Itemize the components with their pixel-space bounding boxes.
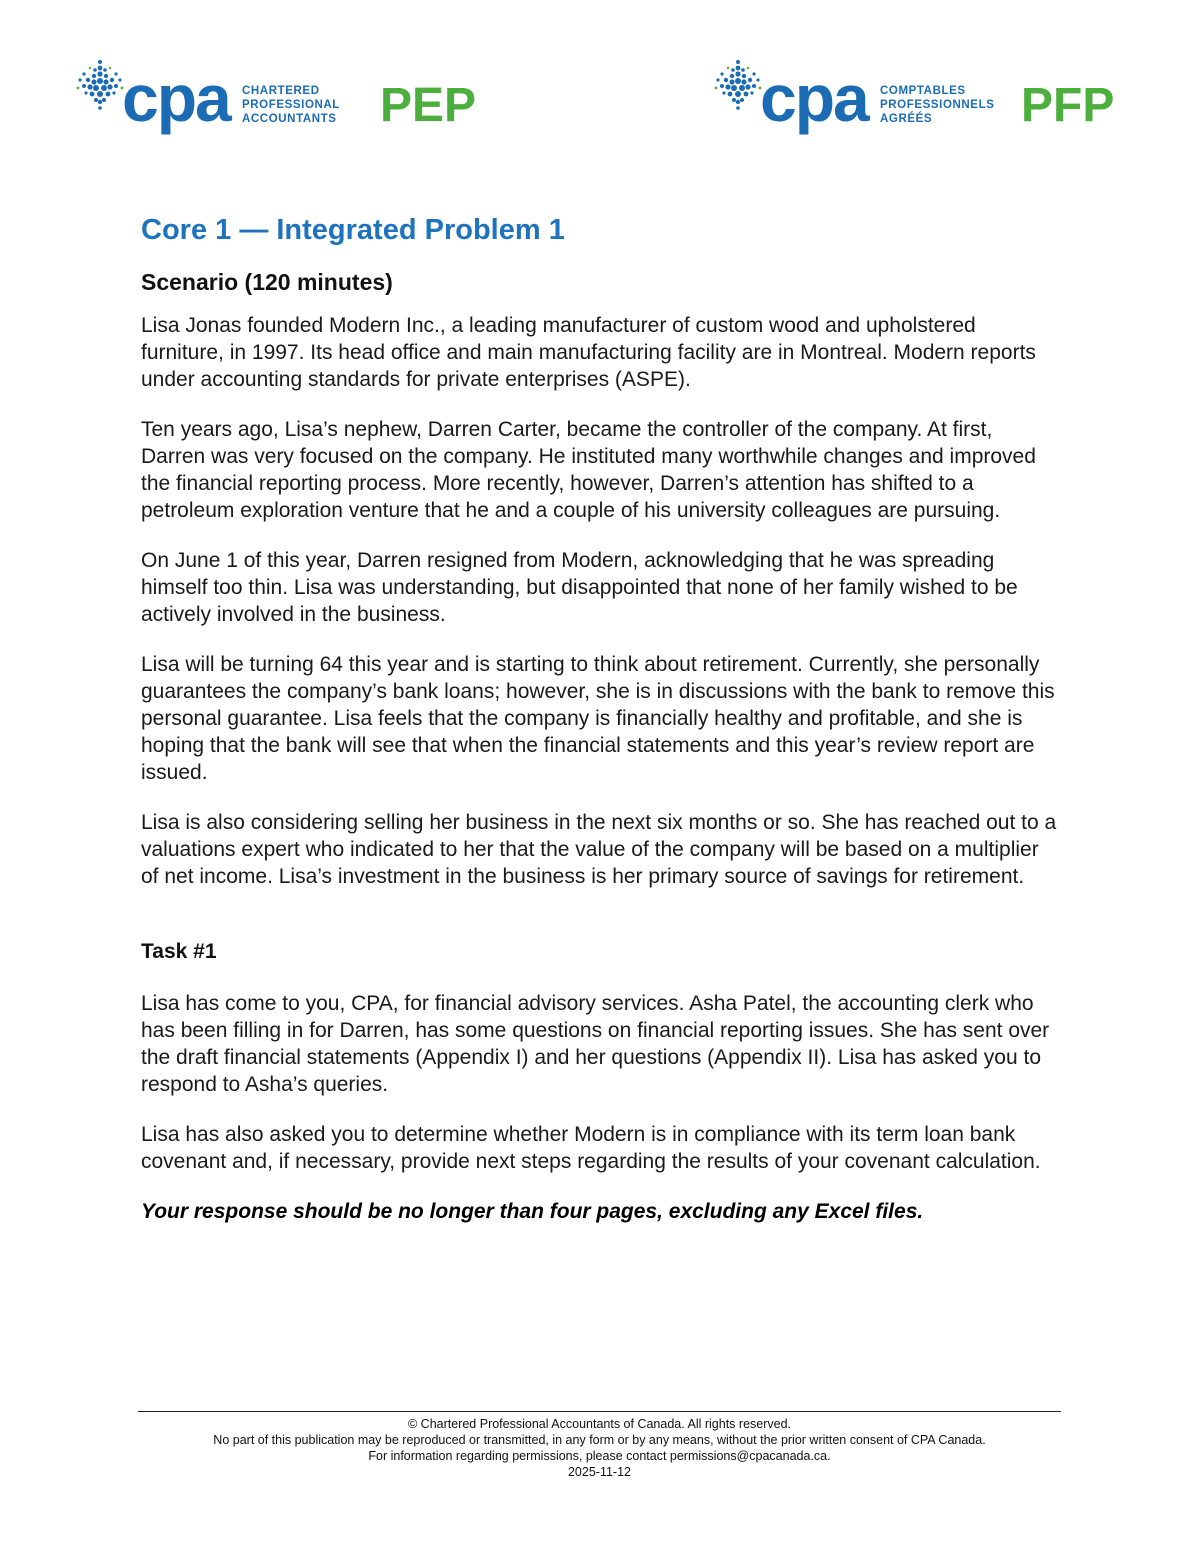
footer-copyright: © Chartered Professional Accountants of Canada. All rights reserved. [407,1417,792,1431]
scenario-paragraph: Ten years ago, Lisa’s nephew, Darren Carter, became the controller of the company. At first, Darren was very focused on the company. He instituted many worthwhile changes and improved the financial reporting process. More recently, however, Darren’s attention has shifted to a petroleum exploration venture that he and a couple of his university colleagues are pursuing. [141,418,1036,522]
tagline-line: COMPTABLES [880,85,966,97]
task-heading: Task #1 [141,940,217,963]
maple-leaf-icon [70,56,130,116]
tagline-line: PROFESSIONAL [242,99,340,111]
task-paragraph: Lisa has come to you, CPA, for financial advisory services. Asha Patel, the accounting clerk who has been filling in for Darren, has some questions on financial reporting issues. She has sent over the draft financial statements (Appendix I) and her questions (Appendix II). Lisa has asked you to respond to Asha’s queries. [141,992,1050,1096]
cpa-tagline [880,84,994,126]
tagline-line: CHARTERED [242,85,320,97]
task-paragraph: Lisa has also asked you to determine whether Modern is in compliance with its term loan bank covenant and, if necessary, provide next steps regarding the results of your covenant calculation. [141,1123,1041,1173]
cpa-logo-french [708,52,1128,142]
tagline-line: AGRÉÉS [880,113,933,125]
footer-permissions: For information regarding permissions, please contact permissions@cpacanada.ca. [368,1449,831,1463]
cpa-wordmark: cpa [760,61,868,135]
maple-leaf-icon [708,56,768,116]
tagline-line: PROFESSIONNELS [880,99,995,111]
footer-date: 2025-11-12 [567,1465,631,1479]
document-title: Core 1 — Integrated Problem 1 [141,214,565,246]
tagline-line: ACCOUNTANTS [242,113,337,125]
scenario-paragraph: Lisa will be turning 64 this year and is starting to think about retirement. Currently, she personally guarantees the company’s bank loans; however, she is in discussions with the bank to remove this personal guarantee. Lisa feels that the company is financially healthy and profitable, and she is hoping that the bank will see that when the financial statements and this year’s review report are issued. [141,653,1055,784]
page-footer [138,1416,1061,1480]
program-label: PEP [380,79,477,132]
response-length-note: Your response should be no longer than four pages, excluding any Excel files. [141,1200,924,1223]
cpa-tagline [242,84,340,126]
program-label: PFP [1021,79,1115,132]
cpa-wordmark: cpa [122,61,230,135]
footer-notice: No part of this publication may be reproduced or transmitted, in any form or by any means, without the prior written consent of CPA Canada. [213,1433,986,1447]
scenario-paragraph: Lisa is also considering selling her business in the next six months or so. She has reached out to a valuations expert who indicated to her that the value of the company will be based on a multiplier of net income. Lisa’s investment in the business is her primary source of savings for retirement. [141,811,1057,888]
scenario-heading: Scenario (120 minutes) [141,269,393,295]
cpa-logo-english [70,52,500,142]
document-body [141,210,1061,1225]
scenario-paragraph: Lisa Jonas founded Modern Inc., a leading manufacturer of custom wood and upholstered furniture, in 1997. Its head office and main manufacturing facility are in Montreal. Modern reports under accounting standards for private enterprises (ASPE). [141,314,1036,391]
scenario-paragraph: On June 1 of this year, Darren resigned from Modern, acknowledging that he was spreading himself too thin. Lisa was understanding, but disappointed that none of her family wished to be actively involved in the business. [141,549,1018,626]
footer-divider [138,1411,1061,1412]
